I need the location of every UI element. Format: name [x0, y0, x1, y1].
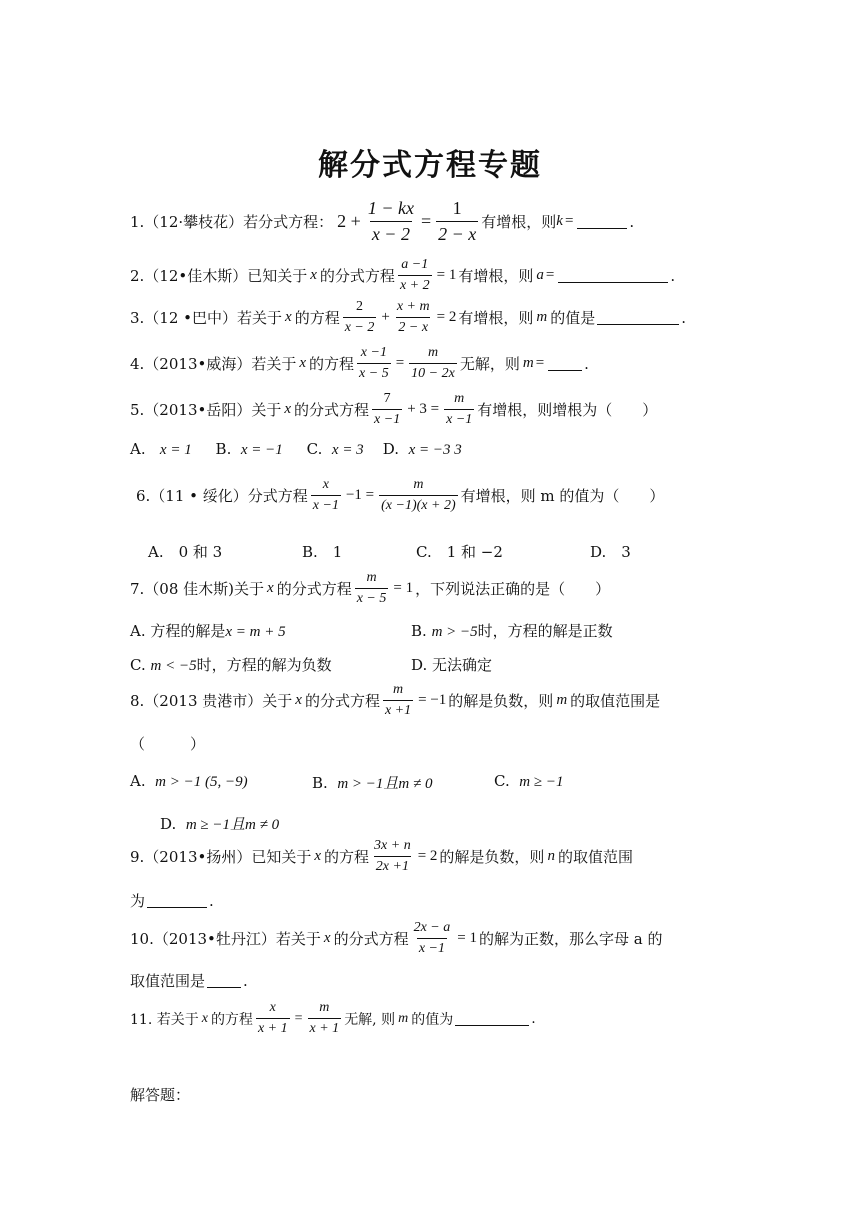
fraction: $\frac{3x + n}{2x +1}$ [374, 838, 411, 874]
answer-blank[interactable] [147, 893, 207, 908]
q8-option-c: C. m ≥ −1 [494, 772, 564, 790]
page-title: 解分式方程专题 [318, 148, 542, 183]
question-9-line2: 为 . [130, 891, 214, 910]
answer-blank[interactable] [558, 268, 668, 283]
fraction: $\frac{m}{x + 1}$ [309, 1000, 340, 1036]
fraction: $\frac{m}{x +1}$ [384, 682, 412, 718]
answer-blank[interactable] [577, 214, 627, 229]
fraction: $\frac{1 - kx}{x - 2}$ [367, 198, 414, 244]
q8-option-a: A. m > −1 (5, −9) [130, 772, 248, 790]
q8-option-d: D. m ≥ −1且m ≠ 0 [160, 815, 280, 833]
fraction: $\frac{2}{x - 2}$ [344, 299, 375, 335]
q6-option-c: C. 1 和 −2 [416, 543, 503, 561]
answer-blank[interactable] [455, 1011, 529, 1026]
answer-blank[interactable] [548, 356, 582, 371]
fraction: $\frac{x}{x + 1}$ [257, 1000, 288, 1036]
fraction: $\frac{m}{10 - 2x}$ [411, 345, 455, 381]
q8-option-b: B. m > −1且m ≠ 0 [312, 774, 433, 792]
q5-options: A. x = 1 B. x = −1 C. x = 3 D. x = −3 3 [130, 440, 462, 458]
section-heading: 解答题： [130, 1086, 191, 1104]
fraction: $\frac{1}{2 - x}$ [438, 198, 477, 244]
q6-option-b: B. 1 [302, 543, 343, 561]
question-5: 5.（2013•岳阳）关于 x 的分式方程 $\frac{7}{x -1}$ + 3 = $\frac{m}{x -1}$ 有增根，则增根为（ ） [130, 391, 658, 427]
question-10-line2: 取值范围是 . [130, 971, 248, 990]
q7-option-d: D. 无法确定 [411, 656, 493, 674]
question-4: 4.（2013•威海）若关于 x 的方程 $\frac{x -1}{x - 5}$ = $\frac{m}{10 - 2x}$ 无解，则 m = . [130, 345, 589, 381]
question-7: 7.（08 佳木斯)关于 x 的分式方程 $\frac{m}{x - 5}$ = 1 ，下列说法正确的是（ ） [130, 570, 611, 606]
fraction: $\frac{2x - a}{x -1}$ [413, 920, 451, 956]
fraction: $\frac{m}{x - 5}$ [356, 570, 387, 606]
question-1: 1.（12·攀枝花）若分式方程： 2 + $\frac{1 - kx}{x - 2}$ = $\frac{1}{2 - x}$ 有增根，则 k = . [130, 198, 635, 244]
q7-option-b: B. m > −5时，方程的解是正数 [411, 622, 613, 640]
fraction: $\frac{x + m}{2 - x}$ [396, 299, 430, 335]
q7-option-c: C. m < −5时，方程的解为负数 [130, 656, 332, 674]
answer-blank[interactable] [597, 310, 679, 325]
fraction: $\frac{x -1}{x - 5}$ [359, 345, 389, 381]
q7-option-a: A. 方程的解是x = m + 5 [130, 622, 286, 640]
question-2: 2.（12•佳木斯）已知关于 x 的分式方程 $\frac{a -1}{x + 2}$ = 1 有增根，则 a = . [130, 257, 676, 293]
question-11: 11. 若关于 x 的方程 $\frac{x}{x + 1}$ = $\frac{m}{x + 1}$ 无解, 则 m 的值为 . [130, 1000, 536, 1036]
question-8: 8.（2013 贵港市）关于 x 的分式方程 $\frac{m}{x +1}$ = −1 的解是负数，则 m 的取值范围是 [130, 682, 661, 718]
question-6: 6.（11 • 绥化）分式方程 $\frac{x}{x -1}$ −1 = $\frac{m}{(x -1)(x + 2)}$ 有增根，则 m 的值为（ ） [136, 477, 665, 513]
fraction: $\frac{x}{x -1}$ [312, 477, 339, 513]
fraction: $\frac{7}{x -1}$ [374, 391, 401, 427]
q6-option-a: A. 0 和 3 [148, 543, 223, 561]
q6-option-d: D. 3 [590, 543, 631, 561]
q8-answer-paren: （ ） [130, 735, 206, 753]
question-10: 10.（2013•牡丹江）若关于 x 的分式方程 $\frac{2x - a}{x -1}$ = 1 的解为正数，那么字母 a 的 [130, 920, 663, 956]
question-3: 3.（12 •巴中）若关于 x 的方程 $\frac{2}{x - 2}$ + $\frac{x + m}{2 - x}$ = 2 有增根，则 m 的值是 . [130, 299, 686, 335]
fraction: $\frac{m}{(x -1)(x + 2)}$ [381, 477, 456, 513]
fraction: $\frac{a -1}{x + 2}$ [399, 257, 430, 293]
question-9: 9.（2013•扬州）已知关于 x 的方程 $\frac{3x + n}{2x +1}$ = 2 的解是负数，则 n 的取值范围 [130, 838, 633, 874]
fraction: $\frac{m}{x -1}$ [446, 391, 473, 427]
answer-blank[interactable] [207, 973, 241, 988]
